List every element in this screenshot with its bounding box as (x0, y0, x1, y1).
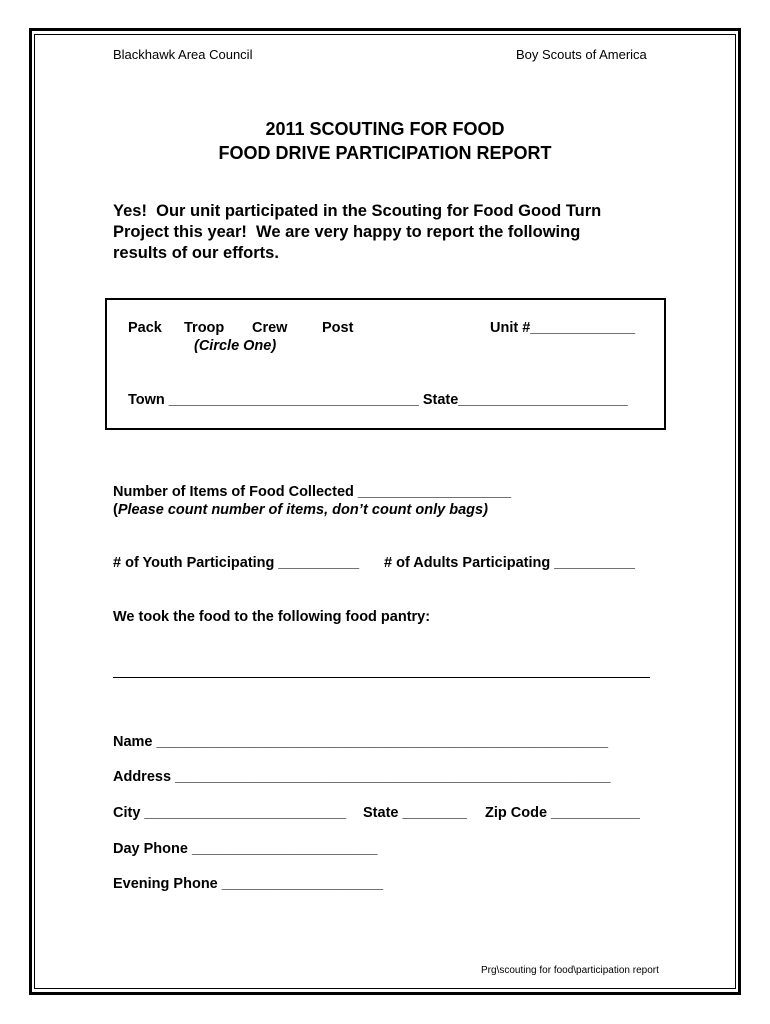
zip-code-field[interactable]: Zip Code ___________ (485, 805, 640, 821)
circle-one-note: (Circle One) (194, 338, 277, 354)
items-note (113, 502, 488, 518)
name-field[interactable]: Name ________________________________________________________ (113, 734, 609, 750)
items-collected-field[interactable]: Number of Items of Food Collected ___________________ (113, 484, 512, 500)
adults-participating-field[interactable]: # of Adults Participating __________ (384, 555, 635, 571)
intro-line1: Yes! Our unit participated in the Scouting for Food Good Turn (113, 202, 602, 220)
unit-number-field[interactable]: Unit #_____________ (490, 320, 636, 336)
intro-line2: Project this year! We are very happy to report the following (113, 223, 581, 241)
state-field[interactable]: State ________ (363, 805, 467, 821)
organization-name: Boy Scouts of America (516, 47, 647, 62)
day-phone-field[interactable]: Day Phone _______________________ (113, 841, 378, 857)
unit-info-box (105, 298, 666, 430)
unit-type-pack[interactable]: Pack (128, 320, 162, 336)
address-field[interactable]: Address ______________________________________________________ (113, 769, 611, 785)
report-title-line1: 2011 SCOUTING FOR FOOD (265, 119, 505, 139)
town-state-field[interactable]: Town _______________________________ State_____________________ (128, 392, 628, 408)
items-note-prefix: ( (113, 502, 118, 518)
youth-participating-field[interactable]: # of Youth Participating __________ (113, 555, 360, 571)
unit-type-post[interactable]: Post (322, 320, 354, 336)
city-field[interactable]: City _________________________ (113, 805, 347, 821)
intro-line3: results of our efforts. (113, 244, 279, 262)
file-path-footer: Prg\scouting for food\participation report (481, 965, 659, 976)
food-pantry-line[interactable] (113, 677, 650, 678)
report-title-line2: FOOD DRIVE PARTICIPATION REPORT (218, 143, 552, 163)
evening-phone-field[interactable]: Evening Phone ____________________ (113, 876, 384, 892)
food-pantry-label: We took the food to the following food pantry: (113, 609, 431, 625)
unit-type-crew[interactable]: Crew (252, 320, 288, 336)
council-name: Blackhawk Area Council (113, 47, 253, 62)
items-note-text: Please count number of items, don’t count only bags) (117, 502, 488, 518)
unit-type-troop[interactable]: Troop (184, 320, 225, 336)
